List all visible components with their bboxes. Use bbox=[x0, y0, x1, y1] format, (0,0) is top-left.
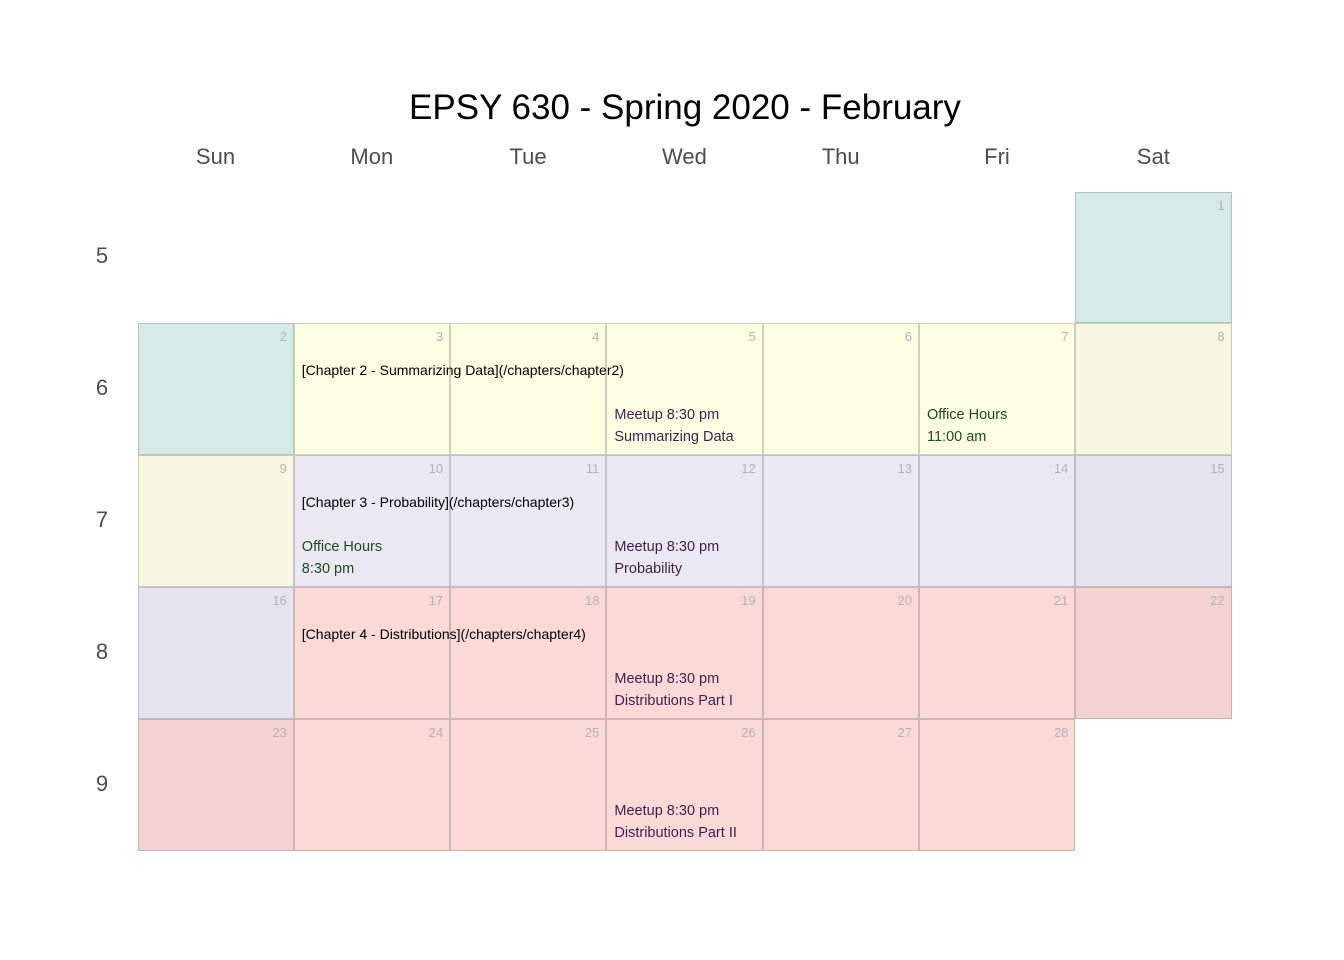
day-number: 27 bbox=[897, 725, 912, 741]
day-number: 2 bbox=[279, 329, 287, 345]
day-number: 4 bbox=[592, 329, 600, 345]
day-number: 25 bbox=[584, 725, 600, 741]
day-cell bbox=[1075, 323, 1231, 455]
event-line: Distributions Part II bbox=[614, 825, 737, 842]
event-line: Meetup 8:30 pm bbox=[614, 803, 720, 820]
day-number: 12 bbox=[741, 461, 756, 477]
day-number: 9 bbox=[279, 461, 287, 477]
day-cell bbox=[138, 587, 294, 719]
event-line: Probability bbox=[614, 561, 683, 578]
day-number: 5 bbox=[748, 329, 756, 345]
chapter-label: [Chapter 2 - Summarizing Data](/chapters/chapter2) bbox=[301, 362, 624, 379]
event-line: Distributions Part I bbox=[614, 693, 733, 710]
week-label: 5 bbox=[95, 243, 109, 269]
day-cell bbox=[1075, 192, 1231, 324]
office-hours-event bbox=[302, 536, 382, 580]
day-number: 11 bbox=[585, 461, 600, 477]
meetup-event bbox=[614, 536, 719, 580]
day-number: 3 bbox=[435, 329, 444, 345]
day-number: 14 bbox=[1053, 461, 1069, 477]
event-line: 8:30 pm bbox=[301, 561, 355, 578]
day-cell bbox=[763, 323, 919, 455]
weekday-header-sat: Sat bbox=[1136, 144, 1170, 169]
event-line: Meetup 8:30 pm bbox=[614, 407, 720, 424]
day-cell bbox=[763, 587, 919, 719]
day-number: 10 bbox=[428, 461, 444, 477]
day-number: 18 bbox=[584, 593, 600, 609]
day-number: 7 bbox=[1061, 329, 1069, 345]
day-number: 19 bbox=[741, 593, 756, 609]
day-number: 6 bbox=[904, 329, 912, 345]
day-cell bbox=[763, 719, 919, 851]
meetup-event bbox=[614, 800, 737, 844]
day-cell bbox=[294, 719, 450, 851]
day-cell bbox=[1075, 587, 1231, 719]
day-number: 13 bbox=[897, 461, 912, 477]
chapter-label: [Chapter 4 - Distributions](/chapters/chapter4) bbox=[301, 626, 586, 643]
event-line: Meetup 8:30 pm bbox=[614, 671, 720, 688]
day-cell bbox=[294, 587, 450, 719]
day-cell bbox=[919, 719, 1075, 851]
meetup-event bbox=[614, 404, 733, 448]
day-cell bbox=[294, 323, 450, 455]
day-cell bbox=[763, 455, 919, 587]
day-cell bbox=[138, 455, 294, 587]
event-line: Summarizing Data bbox=[614, 429, 734, 446]
day-number: 20 bbox=[897, 593, 912, 609]
weekday-header-fri: Fri bbox=[984, 144, 1010, 169]
day-number: 8 bbox=[1217, 329, 1225, 345]
event-line: 11:00 am bbox=[927, 429, 987, 446]
chapter-label: [Chapter 3 - Probability](/chapters/chapter3) bbox=[301, 494, 575, 511]
weekday-header-tue: Tue bbox=[509, 144, 547, 169]
event-line: Office Hours bbox=[301, 539, 383, 556]
day-cell bbox=[919, 455, 1075, 587]
day-number: 23 bbox=[272, 725, 287, 741]
calendar-title: EPSY 630 - Spring 2020 - February bbox=[409, 88, 961, 127]
day-cell bbox=[450, 455, 606, 587]
day-cell bbox=[450, 323, 606, 455]
day-number: 26 bbox=[741, 725, 756, 741]
event-line: Office Hours bbox=[927, 407, 1008, 424]
day-number: 24 bbox=[428, 725, 444, 741]
office-hours-event bbox=[927, 404, 1007, 448]
weekday-header-thu: Thu bbox=[821, 144, 860, 169]
day-cell bbox=[138, 323, 294, 455]
weekday-header-wed: Wed bbox=[661, 144, 707, 169]
event-line: Meetup 8:30 pm bbox=[614, 539, 720, 556]
day-number: 15 bbox=[1210, 461, 1225, 477]
day-number: 1 bbox=[1217, 197, 1225, 213]
day-cell bbox=[138, 719, 294, 851]
day-number: 21 bbox=[1053, 593, 1069, 609]
day-number: 16 bbox=[272, 593, 287, 609]
day-cell bbox=[450, 587, 606, 719]
weekday-header-mon: Mon bbox=[350, 144, 394, 169]
week-label: 6 bbox=[95, 375, 109, 401]
day-cell bbox=[1075, 455, 1231, 587]
day-number: 22 bbox=[1210, 593, 1225, 609]
day-number: 17 bbox=[428, 593, 444, 609]
week-label: 9 bbox=[95, 771, 109, 797]
day-cell bbox=[919, 587, 1075, 719]
week-label: 8 bbox=[95, 639, 109, 665]
meetup-event bbox=[614, 668, 732, 712]
weekday-header-sun: Sun bbox=[195, 144, 236, 169]
day-number: 28 bbox=[1053, 725, 1069, 741]
day-cell bbox=[450, 719, 606, 851]
week-label: 7 bbox=[95, 507, 109, 533]
